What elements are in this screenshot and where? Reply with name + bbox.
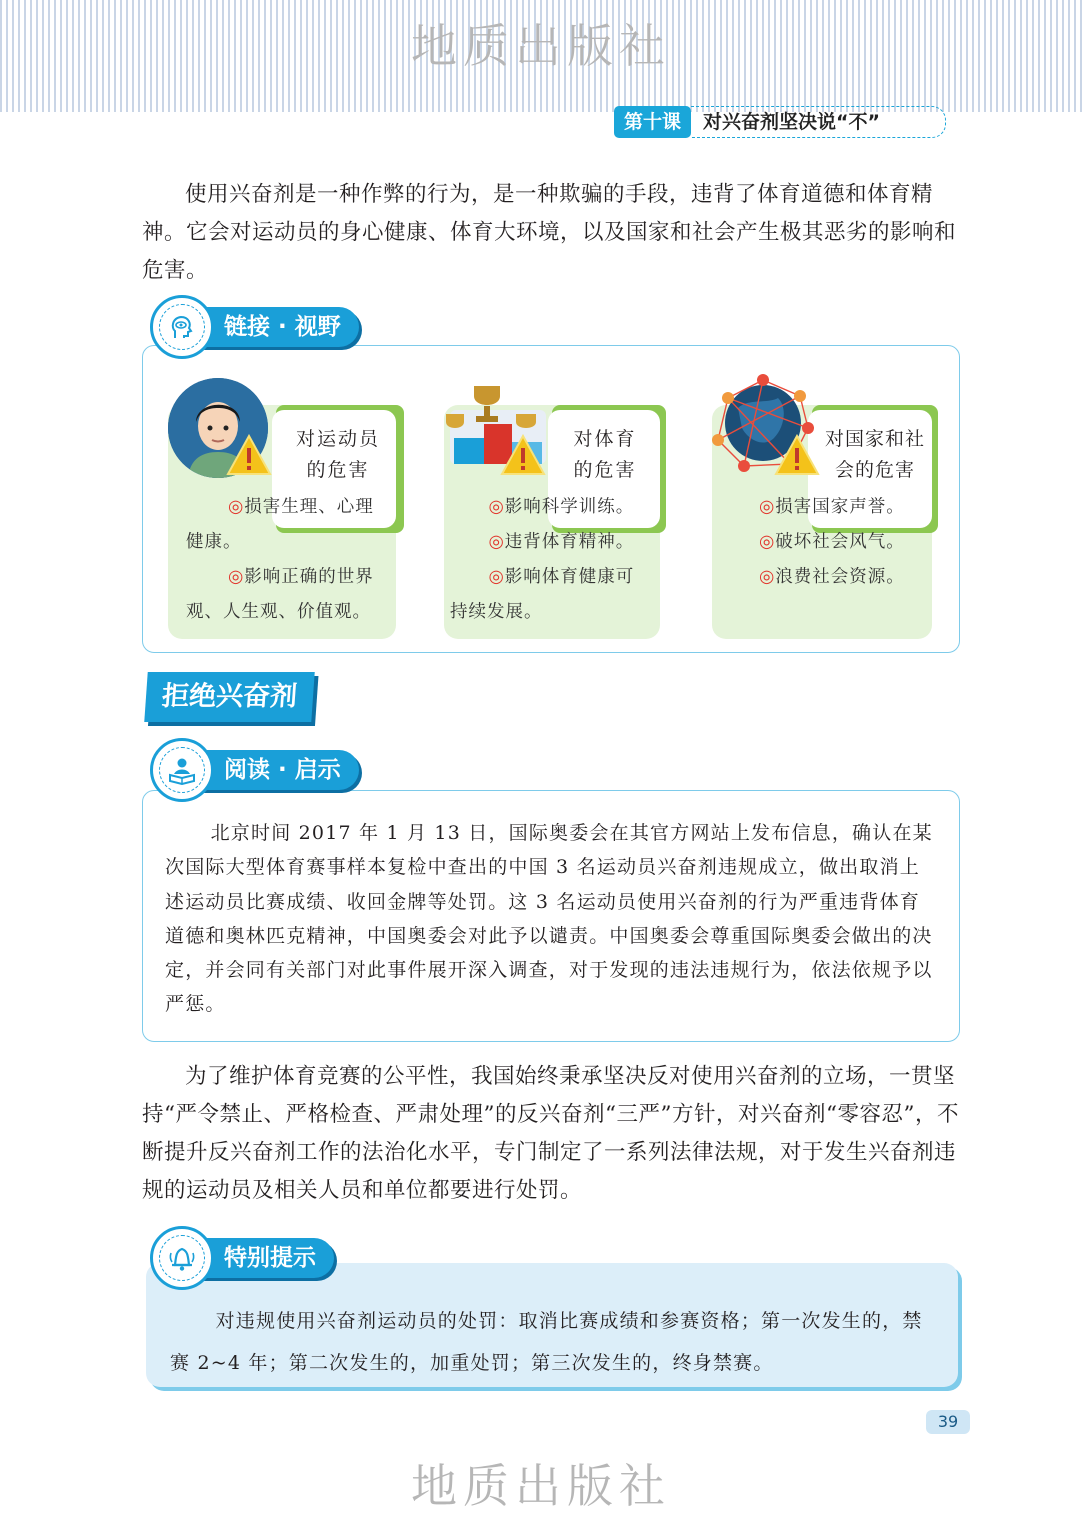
lesson-number: 第十课 (614, 106, 691, 138)
card-society-title-line1: 对国家和社 (824, 428, 925, 450)
card-sports-item: ◎违背体育精神。 (488, 532, 635, 552)
card-sports-title (560, 424, 650, 486)
card-society-item: ◎损害国家声誉。 (759, 497, 905, 517)
card-athletes-title (288, 424, 388, 486)
link-section-tab (150, 295, 359, 359)
bullet-icon: ◎ (228, 497, 245, 517)
card-athletes-title-line2: 的危害 (306, 459, 370, 481)
warning-icon (226, 434, 272, 476)
warning-icon (500, 434, 546, 476)
card-society-item: ◎浪费社会资源。 (759, 567, 905, 587)
tip-section-tab (150, 1226, 334, 1290)
tip-text: 对违规使用兴奋剂运动员的处罚：取消比赛成绩和参赛资格；第一次发生的，禁赛 2~4 年；第二次发生的，加重处罚；第三次发生的，终身禁赛。 (170, 1310, 923, 1374)
card-society-title-line2: 会的危害 (834, 459, 915, 481)
bullet-icon: ◎ (759, 532, 776, 552)
intro-paragraph: 使用兴奋剂是一种作弊的行为，是一种欺骗的手段，违背了体育道德和体育精神。它会对运动员的身心健康、体育大环境，以及国家和社会产生极其恶劣的影响和危害。 (142, 182, 957, 283)
page-number: 39 (926, 1410, 970, 1434)
warning-icon (774, 434, 820, 476)
reading-section-tab (150, 738, 359, 802)
card-athletes-item: ◎损害生理、心理健康。 (186, 497, 374, 552)
policy-paragraph: 为了维护体育竞赛的公平性，我国始终秉承坚决反对使用兴奋剂的立场，一贯坚持“严令禁止、严格检查、严肃处理”的反兴奋剂“三严”方针，对兴奋剂“零容忍”，不断提升反兴奋剂工作的法治化水平，专门制定了一系列法律法规，对于发生兴奋剂违规的运动员及相关人员和单位都要进行处罚。 (142, 1064, 959, 1203)
card-sports-title-line1: 对体育 (573, 428, 637, 450)
section-title: 拒绝兴奋剂 (144, 672, 314, 722)
bullet-icon: ◎ (228, 567, 245, 587)
watermark-bottom: 地质出版社 (411, 1459, 671, 1513)
tip-section-label: 特别提示 (194, 1238, 334, 1278)
link-section-label: 链接 · 视野 (194, 307, 359, 347)
bullet-icon: ◎ (488, 567, 505, 587)
bullet-icon: ◎ (488, 497, 505, 517)
card-athletes-title-line1: 对运动员 (295, 428, 380, 450)
bullet-icon: ◎ (759, 497, 776, 517)
reader-book-icon (150, 738, 214, 802)
card-athletes-item: ◎影响正确的世界观、人生观、价值观。 (186, 567, 374, 622)
bullet-icon: ◎ (488, 532, 505, 552)
lesson-title: 对兴奋剂坚决说“不” (691, 106, 946, 138)
head-eye-icon (150, 295, 214, 359)
card-sports-item: ◎影响体育健康可持续发展。 (450, 567, 635, 622)
reading-text: 北京时间 2017 年 1 月 13 日，国际奥委会在其官方网站上发布信息，确认在某次国际大型体育赛事样本复检中查出的中国 3 名运动员兴奋剂违规成立，做出取消上述运动员比赛成绩、收回金牌等处罚。这 3 名运动员使用兴奋剂的行为严重违背体育道德和奥林匹克精神，中国奥委会对此予以谴责。中国奥委会尊重国际奥委会做出的决定，并会同有关部门对此事件展开深入调查，对于发现的违法违规行为，依法依规予以严惩。 (165, 822, 933, 1016)
lesson-tag (614, 106, 946, 138)
bullet-icon: ◎ (759, 567, 776, 587)
card-society-title (818, 424, 932, 486)
bell-icon (150, 1226, 214, 1290)
card-sports-title-line2: 的危害 (573, 459, 637, 481)
card-society-item: ◎破坏社会风气。 (759, 532, 905, 552)
reading-section-label: 阅读 · 启示 (194, 750, 359, 790)
watermark-top: 地质出版社 (411, 19, 671, 73)
card-sports-item: ◎影响科学训练。 (488, 497, 635, 517)
